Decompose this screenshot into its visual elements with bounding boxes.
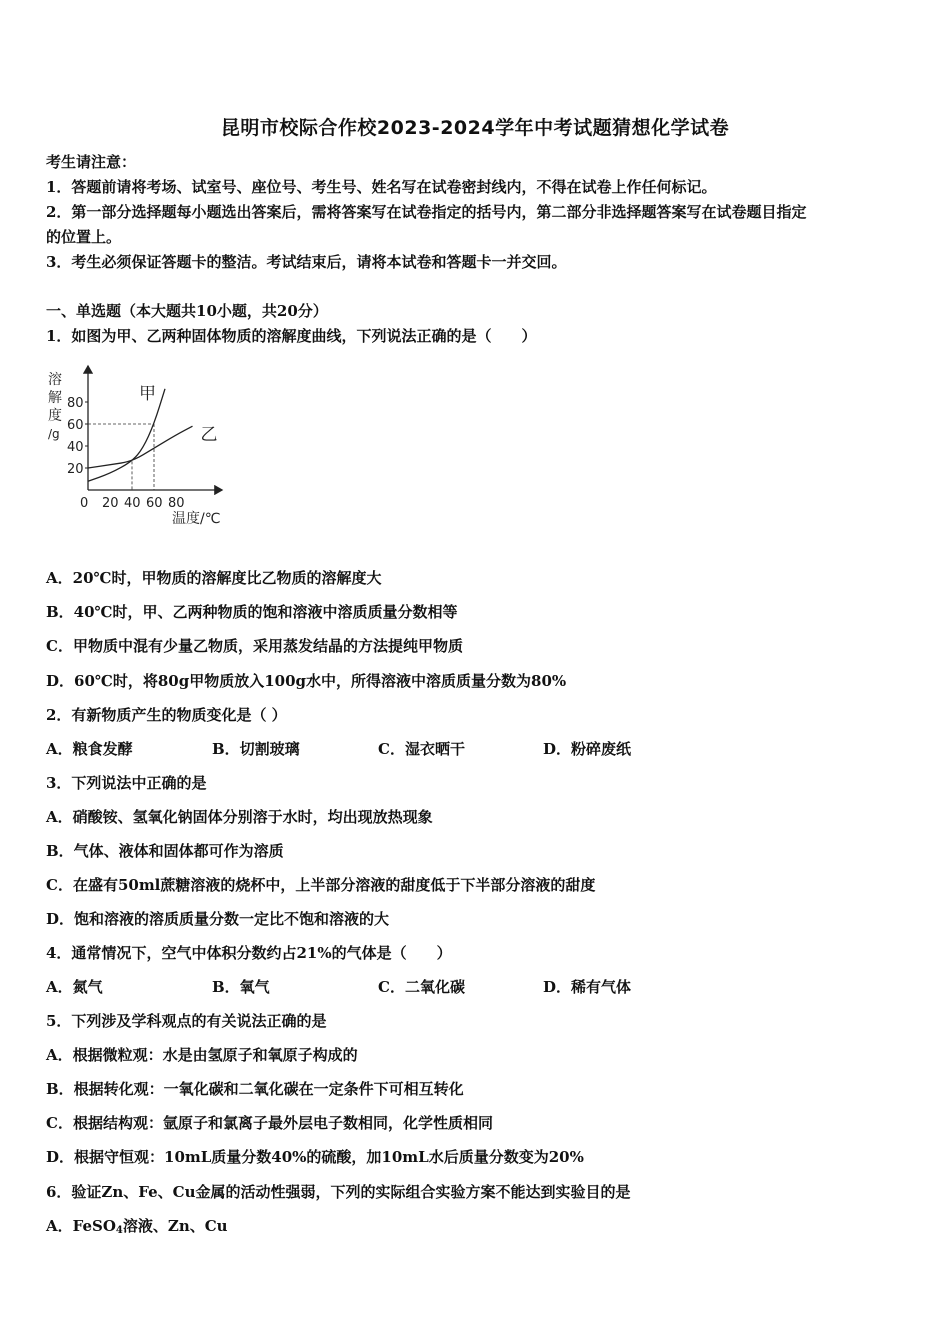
option-a-prefix: A．FeSO [46, 1217, 116, 1235]
option-c: C．二氧化碳 [378, 978, 465, 996]
notice-item: 1．答题前请将考场、试室号、座位号、考生号、姓名写在试卷密封线内，不得在试卷上作任何标记。 [46, 178, 717, 196]
y-tick-label: 40 [67, 440, 84, 455]
y-axis-label-3: 度 [48, 408, 62, 424]
option-d: D．粉碎废纸 [543, 740, 632, 758]
option-a-suffix: 溶液、Zn、Cu [122, 1217, 228, 1235]
solubility-chart [44, 362, 244, 532]
section-heading: 一、单选题（本大题共10小题，共20分） [46, 302, 328, 320]
x-tick-label: 60 [146, 496, 163, 511]
question-stem: 1．如图为甲、乙两种固体物质的溶解度曲线，下列说法正确的是（ ） [46, 327, 537, 345]
x-tick-label: 40 [124, 496, 141, 511]
option-d: D．饱和溶液的溶质质量分数一定比不饱和溶液的大 [46, 910, 390, 928]
x-axis-label: 温度/℃ [172, 511, 221, 527]
option-b: B．气体、液体和固体都可作为溶质 [46, 842, 284, 860]
notice-item: 的位置上。 [46, 228, 122, 246]
option-a: A．根据微粒观：水是由氢原子和氧原子构成的 [46, 1046, 358, 1064]
option-a-subscript: 4 [115, 1225, 123, 1236]
option-b: B．氧气 [212, 978, 270, 996]
option-a: A．粮食发酵 [46, 740, 133, 758]
question-stem: 3．下列说法中正确的是 [46, 774, 207, 792]
y-tick-label: 20 [67, 462, 84, 477]
question-stem: 2．有新物质产生的物质变化是（ ） [46, 706, 287, 724]
notice-item: 3．考生必须保证答题卡的整洁。考试结束后，请将本试卷和答题卡一并交回。 [46, 253, 567, 271]
option-a: A．硝酸铵、氢氧化钠固体分别溶于水时，均出现放热现象 [46, 808, 433, 826]
y-tick-label: 80 [67, 396, 84, 411]
option-b: B．40℃时，甲、乙两种物质的饱和溶液中溶质质量分数相等 [46, 603, 458, 621]
option-a [46, 1216, 228, 1241]
notice-item: 2．第一部分选择题每小题选出答案后，需将答案写在试卷指定的括号内，第二部分非选择题答案写在试卷题目指定 [46, 203, 807, 221]
y-axis-label-1: 溶 [48, 372, 62, 388]
y-axis-label-4: /g [48, 427, 60, 441]
option-a: A．20℃时，甲物质的溶解度比乙物质的溶解度大 [46, 569, 382, 587]
option-b: B．根据转化观：一氧化碳和二氧化碳在一定条件下可相互转化 [46, 1080, 464, 1098]
x-tick-label: 20 [102, 496, 119, 511]
page-title: 昆明市校际合作校2023-2024学年中考试题猜想化学试卷 [220, 117, 730, 139]
option-c: C．甲物质中混有少量乙物质，采用蒸发结晶的方法提纯甲物质 [46, 637, 463, 655]
question-stem: 6．验证Zn、Fe、Cu金属的活动性强弱，下列的实际组合实验方案不能达到实验目的是 [46, 1183, 631, 1201]
question-stem: 5．下列涉及学科观点的有关说法正确的是 [46, 1012, 327, 1030]
option-c: C．湿衣晒干 [378, 740, 465, 758]
option-b: B．切割玻璃 [212, 740, 300, 758]
option-d: D．60℃时，将80g甲物质放入100g水中，所得溶液中溶质质量分数为80% [46, 672, 567, 690]
option-a: A．氮气 [46, 978, 103, 996]
option-d: D．稀有气体 [543, 978, 632, 996]
y-tick-label: 60 [67, 418, 84, 433]
notice-heading: 考生请注意： [46, 153, 137, 171]
series-label-jia: 甲 [139, 383, 156, 404]
option-c: C．根据结构观：氩原子和氯离子最外层电子数相同，化学性质相同 [46, 1114, 493, 1132]
x-tick-label: 80 [168, 496, 185, 511]
x-tick-label: 0 [80, 496, 89, 511]
series-line-yi [88, 426, 193, 468]
option-c: C．在盛有50ml蔗糖溶液的烧杯中，上半部分溶液的甜度低于下半部分溶液的甜度 [46, 876, 596, 894]
question-stem: 4．通常情况下，空气中体积分数约占21%的气体是（ ） [46, 944, 452, 962]
option-d: D．根据守恒观：10mL质量分数40%的硫酸，加10mL水后质量分数变为20% [46, 1148, 584, 1166]
y-axis-label-2: 解 [48, 390, 62, 406]
series-label-yi: 乙 [200, 425, 218, 446]
